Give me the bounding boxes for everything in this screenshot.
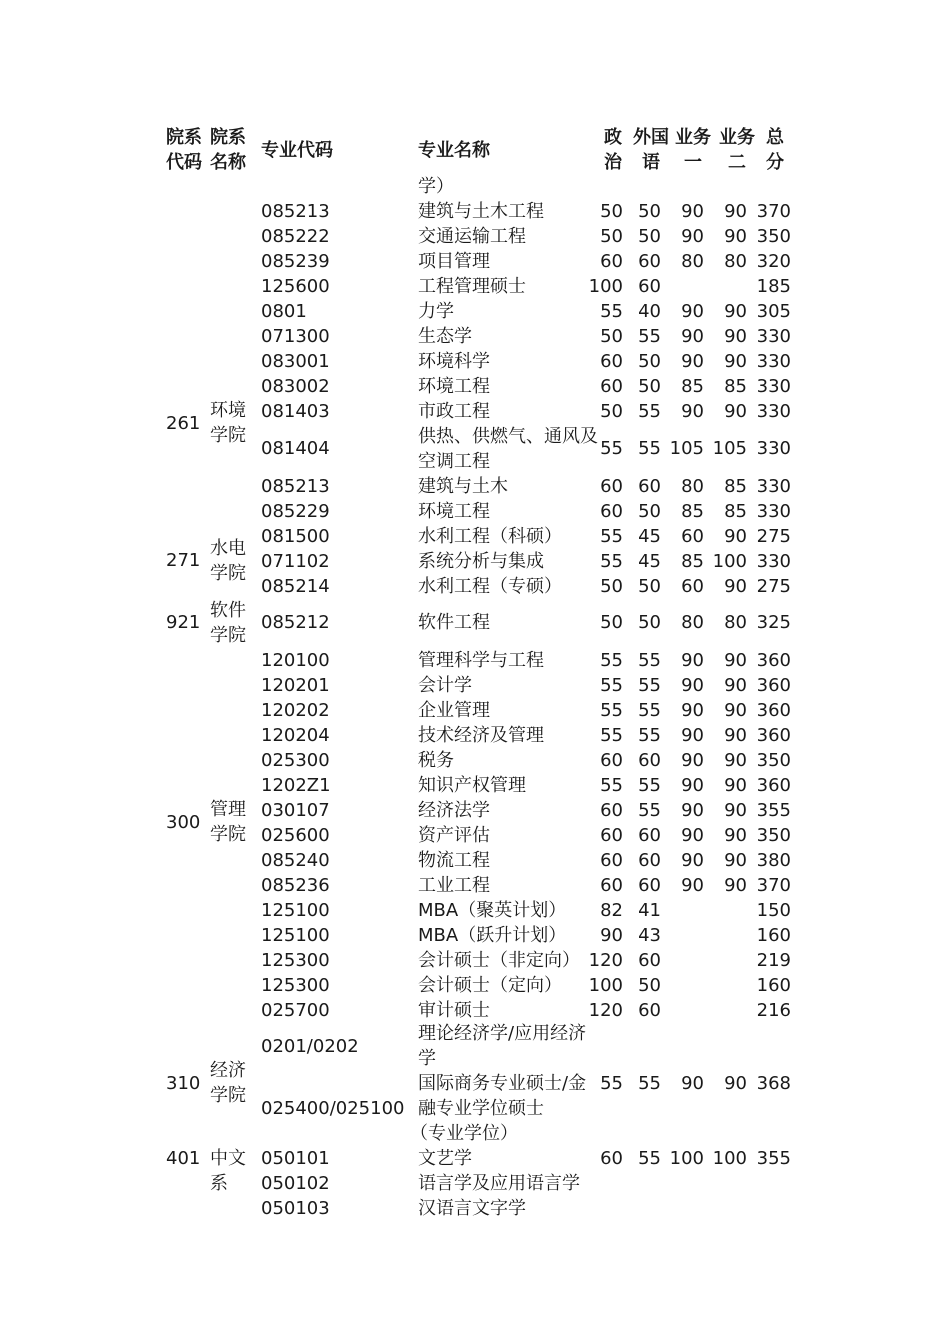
major-name: 水利工程（专硕） [418, 576, 562, 597]
major-code: 1202Z1 [261, 775, 331, 796]
header-subject2: 业务二 [719, 127, 755, 173]
score-total: 350 [756, 226, 791, 247]
score-foreign: 50 [638, 612, 661, 633]
score-total: 216 [756, 1000, 791, 1021]
score-politics: 50 [600, 401, 623, 422]
score-subject1: 90 [681, 800, 704, 821]
score-subject2: 90 [724, 675, 747, 696]
dept-name: 管理学院 [210, 799, 246, 845]
major-code: 025600 [261, 825, 330, 846]
dept-name: 经济学院 [210, 1060, 246, 1106]
major-code: 085213 [261, 201, 330, 222]
score-politics: 120 [588, 950, 623, 971]
major-code: 081500 [261, 526, 330, 547]
major-code: 081403 [261, 401, 330, 422]
score-foreign: 60 [638, 1000, 661, 1021]
score-foreign: 40 [638, 301, 661, 322]
major-code: 085240 [261, 850, 330, 871]
score-subject2: 85 [724, 476, 747, 497]
score-politics: 120 [588, 1000, 623, 1021]
major-name: 系统分析与集成 [418, 551, 544, 572]
major-name: 会计学 [418, 675, 472, 696]
score-foreign: 55 [638, 650, 661, 671]
header-dept-code: 院系代码 [166, 127, 202, 173]
score-foreign: 50 [638, 576, 661, 597]
score-foreign: 60 [638, 850, 661, 871]
score-foreign: 50 [638, 501, 661, 522]
major-name: 学） [418, 176, 454, 197]
score-subject1: 90 [681, 700, 704, 721]
major-code: 0801 [261, 301, 307, 322]
score-foreign: 50 [638, 201, 661, 222]
major-code: 085229 [261, 501, 330, 522]
score-politics: 60 [600, 501, 623, 522]
score-total: 360 [756, 650, 791, 671]
major-name: 市政工程 [418, 401, 490, 422]
score-politics: 60 [600, 800, 623, 821]
major-code: 083002 [261, 376, 330, 397]
score-subject1: 90 [681, 750, 704, 771]
score-foreign: 60 [638, 276, 661, 297]
score-politics: 60 [600, 875, 623, 896]
score-politics: 50 [600, 226, 623, 247]
score-subject2: 90 [724, 526, 747, 547]
score-politics: 50 [600, 612, 623, 633]
score-foreign: 45 [638, 526, 661, 547]
dept-code: 261 [166, 413, 201, 434]
score-subject1: 90 [681, 351, 704, 372]
score-total: 360 [756, 725, 791, 746]
score-foreign: 55 [638, 700, 661, 721]
score-politics: 55 [600, 650, 623, 671]
major-name: 软件工程 [418, 612, 490, 633]
major-name: 汉语言文字学 [418, 1198, 526, 1219]
major-name: 文艺学 [418, 1148, 472, 1169]
major-name: 供热、供燃气、通风及 [418, 426, 598, 447]
major-name: 语言学及应用语言学 [418, 1173, 580, 1194]
score-foreign: 50 [638, 226, 661, 247]
dept-name: 中文系 [210, 1148, 246, 1194]
score-subject1: 85 [681, 551, 704, 572]
score-total: 275 [756, 576, 791, 597]
score-total: 330 [756, 326, 791, 347]
score-foreign: 50 [638, 376, 661, 397]
major-name: 管理科学与工程 [418, 650, 544, 671]
score-total: 325 [756, 612, 791, 633]
score-foreign: 55 [638, 675, 661, 696]
score-subject2: 90 [724, 226, 747, 247]
score-subject1: 90 [681, 226, 704, 247]
score-subject2: 90 [724, 351, 747, 372]
score-total: 380 [756, 850, 791, 871]
major-code: 050102 [261, 1173, 330, 1194]
score-politics: 100 [588, 975, 623, 996]
score-foreign: 60 [638, 825, 661, 846]
major-name: 理论经济学/应用经济 [418, 1023, 587, 1044]
score-foreign: 60 [638, 950, 661, 971]
major-name: 会计硕士（非定向） [418, 950, 580, 971]
major-name-cont: 学 [418, 1048, 436, 1069]
score-politics: 60 [600, 850, 623, 871]
score-subject2: 90 [724, 301, 747, 322]
major-name-cont: 融专业学位硕士 [418, 1098, 544, 1119]
score-subject2: 85 [724, 376, 747, 397]
major-code: 125100 [261, 900, 330, 921]
score-subject2: 90 [724, 875, 747, 896]
score-total: 330 [756, 438, 791, 459]
score-politics: 55 [600, 700, 623, 721]
score-foreign: 60 [638, 251, 661, 272]
major-name: 建筑与土木工程 [418, 201, 544, 222]
score-total: 305 [756, 301, 791, 322]
score-politics: 55 [600, 725, 623, 746]
score-total: 275 [756, 526, 791, 547]
score-total: 355 [756, 800, 791, 821]
score-subject2: 90 [724, 825, 747, 846]
major-name: MBA（跃升计划） [418, 925, 567, 946]
score-foreign: 60 [638, 875, 661, 896]
score-subject2: 105 [712, 438, 747, 459]
major-name: 审计硕士 [418, 1000, 490, 1021]
major-code: 071102 [261, 551, 330, 572]
score-total: 330 [756, 351, 791, 372]
score-politics: 60 [600, 750, 623, 771]
score-subject1: 90 [681, 301, 704, 322]
score-total: 150 [756, 900, 791, 921]
score-politics: 55 [600, 301, 623, 322]
score-politics: 60 [600, 376, 623, 397]
major-name: 技术经济及管理 [418, 725, 544, 746]
score-total: 330 [756, 376, 791, 397]
score-subject2: 80 [724, 251, 747, 272]
dept-name: 环境学院 [210, 400, 246, 446]
score-subject1: 90 [681, 401, 704, 422]
major-name: 经济法学 [418, 800, 490, 821]
dept-code: 401 [166, 1148, 201, 1169]
score-foreign: 50 [638, 975, 661, 996]
score-total: 219 [756, 950, 791, 971]
score-subject1: 100 [669, 1148, 704, 1169]
score-subject2: 90 [724, 401, 747, 422]
header-major-code: 专业代码 [261, 140, 333, 161]
major-name: 知识产权管理 [418, 775, 526, 796]
score-subject1: 90 [681, 725, 704, 746]
score-politics: 60 [600, 351, 623, 372]
score-foreign: 55 [638, 1073, 661, 1094]
major-code: 025400/025100 [261, 1098, 405, 1119]
score-politics: 82 [600, 900, 623, 921]
score-subject1: 80 [681, 476, 704, 497]
score-subject1: 90 [681, 775, 704, 796]
major-name: 资产评估 [418, 825, 490, 846]
major-name: 环境工程 [418, 376, 490, 397]
dept-code: 310 [166, 1073, 201, 1094]
score-foreign: 55 [638, 775, 661, 796]
score-total: 370 [756, 875, 791, 896]
score-subject2: 90 [724, 326, 747, 347]
major-code: 025300 [261, 750, 330, 771]
score-subject1: 60 [681, 576, 704, 597]
major-code: 050103 [261, 1198, 330, 1219]
score-subject1: 85 [681, 501, 704, 522]
score-subject1: 90 [681, 850, 704, 871]
score-subject2: 90 [724, 775, 747, 796]
header-politics: 政治 [604, 127, 622, 173]
score-total: 355 [756, 1148, 791, 1169]
score-foreign: 55 [638, 401, 661, 422]
header-major-name: 专业名称 [418, 140, 490, 161]
score-total: 330 [756, 401, 791, 422]
score-foreign: 50 [638, 351, 661, 372]
score-total: 350 [756, 825, 791, 846]
score-total: 330 [756, 501, 791, 522]
major-name: 建筑与土木 [418, 476, 508, 497]
major-name: 环境工程 [418, 501, 490, 522]
header-total: 总分 [766, 127, 784, 173]
major-code: 085214 [261, 576, 330, 597]
score-total: 185 [756, 276, 791, 297]
score-subject2: 90 [724, 201, 747, 222]
major-name: 环境科学 [418, 351, 490, 372]
major-code: 125300 [261, 950, 330, 971]
major-name: MBA（聚英计划） [418, 900, 567, 921]
major-code: 025700 [261, 1000, 330, 1021]
major-code: 081404 [261, 438, 330, 459]
score-politics: 60 [600, 476, 623, 497]
score-subject1: 90 [681, 675, 704, 696]
score-foreign: 55 [638, 800, 661, 821]
major-code: 030107 [261, 800, 330, 821]
major-code: 125100 [261, 925, 330, 946]
major-code: 050101 [261, 1148, 330, 1169]
score-subject2: 90 [724, 650, 747, 671]
score-total: 330 [756, 476, 791, 497]
score-politics: 55 [600, 1073, 623, 1094]
score-foreign: 43 [638, 925, 661, 946]
score-politics: 55 [600, 551, 623, 572]
dept-name: 软件学院 [210, 600, 246, 646]
major-code: 0201/0202 [261, 1036, 359, 1057]
score-subject2: 90 [724, 750, 747, 771]
major-name: 水利工程（科硕） [418, 526, 562, 547]
major-name: 工程管理硕士 [418, 276, 526, 297]
dept-code: 921 [166, 612, 201, 633]
score-subject2: 100 [712, 551, 747, 572]
score-total: 360 [756, 775, 791, 796]
score-foreign: 55 [638, 1148, 661, 1169]
score-politics: 50 [600, 201, 623, 222]
score-politics: 60 [600, 251, 623, 272]
major-code: 125300 [261, 975, 330, 996]
score-total: 368 [756, 1073, 791, 1094]
score-subject2: 90 [724, 1073, 747, 1094]
score-subject2: 90 [724, 850, 747, 871]
major-name: 国际商务专业硕士/金 [418, 1073, 587, 1094]
major-code: 071300 [261, 326, 330, 347]
major-code: 125600 [261, 276, 330, 297]
score-subject1: 85 [681, 376, 704, 397]
major-name: 生态学 [418, 326, 472, 347]
major-code: 120202 [261, 700, 330, 721]
major-name: 项目管理 [418, 251, 490, 272]
score-subject1: 90 [681, 1073, 704, 1094]
dept-name: 水电学院 [210, 538, 246, 584]
major-code: 085212 [261, 612, 330, 633]
score-foreign: 55 [638, 326, 661, 347]
major-name: 物流工程 [418, 850, 490, 871]
major-code: 085236 [261, 875, 330, 896]
major-name: 企业管理 [418, 700, 490, 721]
score-foreign: 60 [638, 750, 661, 771]
score-politics: 55 [600, 675, 623, 696]
score-politics: 50 [600, 326, 623, 347]
score-politics: 90 [600, 925, 623, 946]
major-code: 120100 [261, 650, 330, 671]
score-politics: 55 [600, 526, 623, 547]
header-foreign-lang: 外国语 [633, 127, 669, 173]
score-subject2: 80 [724, 612, 747, 633]
score-subject2: 100 [712, 1148, 747, 1169]
score-foreign: 41 [638, 900, 661, 921]
score-total: 360 [756, 700, 791, 721]
score-subject2: 90 [724, 725, 747, 746]
major-code: 085222 [261, 226, 330, 247]
score-subject2: 90 [724, 800, 747, 821]
score-politics: 100 [588, 276, 623, 297]
score-politics: 60 [600, 1148, 623, 1169]
major-name-cont: 空调工程 [418, 451, 490, 472]
score-politics: 50 [600, 576, 623, 597]
dept-code: 271 [166, 550, 201, 571]
score-foreign: 60 [638, 476, 661, 497]
score-total: 370 [756, 201, 791, 222]
score-total: 160 [756, 975, 791, 996]
score-subject2: 90 [724, 700, 747, 721]
major-name: 交通运输工程 [418, 226, 526, 247]
major-name: 税务 [418, 750, 454, 771]
score-politics: 60 [600, 825, 623, 846]
score-total: 350 [756, 750, 791, 771]
score-politics: 55 [600, 775, 623, 796]
score-subject1: 105 [669, 438, 704, 459]
score-subject1: 80 [681, 251, 704, 272]
major-name: 会计硕士（定向） [418, 975, 562, 996]
score-subject1: 60 [681, 526, 704, 547]
score-politics: 55 [600, 438, 623, 459]
major-code: 085239 [261, 251, 330, 272]
score-total: 320 [756, 251, 791, 272]
score-total: 160 [756, 925, 791, 946]
header-subject1: 业务一 [675, 127, 711, 173]
major-code: 120201 [261, 675, 330, 696]
score-subject1: 90 [681, 825, 704, 846]
header-dept-name: 院系名称 [210, 127, 246, 173]
score-foreign: 45 [638, 551, 661, 572]
major-name: 力学 [418, 301, 454, 322]
score-total: 360 [756, 675, 791, 696]
score-subject1: 90 [681, 650, 704, 671]
score-subject1: 90 [681, 875, 704, 896]
major-name-cont: （专业学位） [410, 1123, 518, 1144]
score-foreign: 55 [638, 725, 661, 746]
dept-code: 300 [166, 812, 201, 833]
major-name: 工业工程 [418, 875, 490, 896]
score-subject1: 90 [681, 326, 704, 347]
score-foreign: 55 [638, 438, 661, 459]
score-subject2: 85 [724, 501, 747, 522]
score-total: 330 [756, 551, 791, 572]
major-code: 085213 [261, 476, 330, 497]
major-code: 120204 [261, 725, 330, 746]
score-subject1: 90 [681, 201, 704, 222]
score-subject2: 90 [724, 576, 747, 597]
score-subject1: 80 [681, 612, 704, 633]
major-code: 083001 [261, 351, 330, 372]
